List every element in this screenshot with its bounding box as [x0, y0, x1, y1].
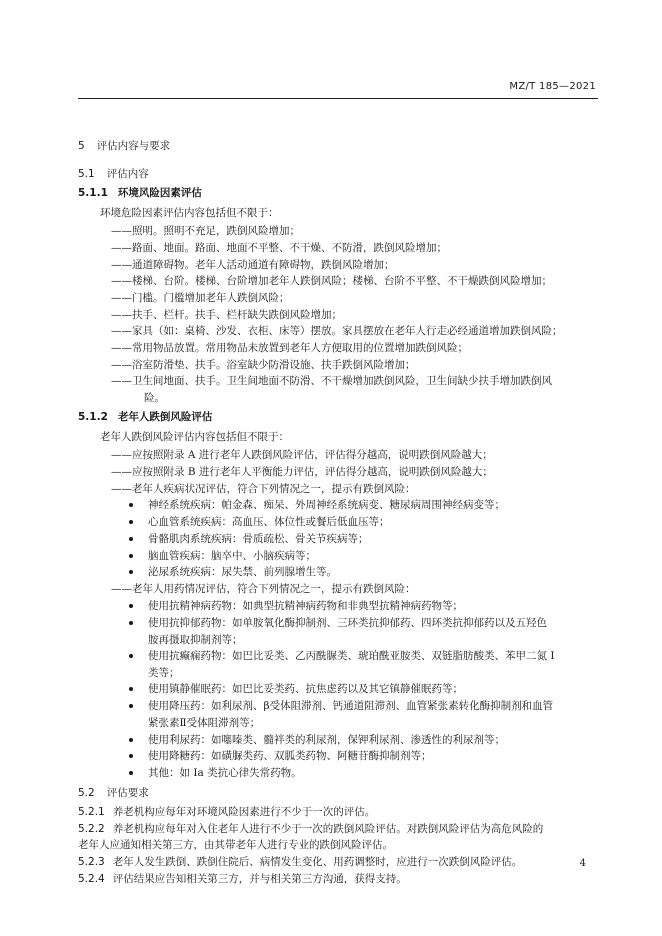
- section-5-1-2-heading: [78, 409, 212, 424]
- drug-bullet: 使用降糖药：如磺脲类药、双胍类药物、阿糖苷酶抑制剂等；: [148, 750, 432, 762]
- drug-bullet: 使用抗精神病药物：如典型抗精神病药物和非典型抗精神病药物等；: [148, 600, 463, 612]
- clause-number: 5.2.1: [78, 806, 105, 818]
- section-number: 5.2: [78, 787, 95, 799]
- standard-code: MZ/T 185—2021: [509, 81, 596, 92]
- drug-bullet-continuation: 紧张素Ⅱ受体阻滞剂等；: [148, 717, 261, 729]
- section-number: 5.1.2: [78, 411, 108, 423]
- env-item-continuation: 险。: [144, 392, 165, 404]
- bullet-icon: [129, 554, 133, 558]
- drug-bullet: 使用降压药：如利尿剂、β受体阻滞剂、钙通道阻滞剂、血管紧张素转化酶抑制剂和血管: [148, 700, 554, 712]
- bullet-icon: [129, 520, 133, 524]
- clause-number: 5.2.2: [78, 823, 105, 835]
- drug-bullet: 使用利尿药：如噻嗪类、髓袢类的利尿剂，保钾利尿剂、渗透性的利尿剂等；: [148, 734, 505, 746]
- bullet-icon: [129, 704, 133, 708]
- fall-item: ——老年人用药情况评估，符合下列情况之一，提示有跌倒风险：: [111, 583, 416, 595]
- page-number: 4: [579, 858, 586, 869]
- bullet-icon: [129, 771, 133, 775]
- section-5-1-1-heading: [78, 185, 202, 200]
- requirement-5-2-3: [78, 854, 522, 869]
- drug-bullet: 使用抗抑郁药物：如单胺氧化酶抑制剂、三环类抗抑郁药、四环类抗抑郁药以及五羟色: [148, 617, 547, 629]
- requirement-5-2-2-continuation: 老年人应通知相关第三方，由其带老年人进行专业的跌倒风险评估。: [78, 839, 393, 851]
- env-item: ——浴室防滑垫、扶手。浴室缺少防滑设施、扶手跌倒风险增加；: [111, 359, 416, 371]
- clause-number: 5.2.4: [78, 873, 105, 885]
- env-item: ——门槛。门槛增加老年人跌倒风险；: [111, 292, 290, 304]
- env-item: ——扶手、栏杆。扶手、栏杆缺失跌倒风险增加；: [111, 309, 342, 321]
- clause-text: 评估结果应告知相关第三方，并与相关第三方沟通，获得支持。: [112, 873, 407, 885]
- section-5-heading: [78, 138, 170, 153]
- env-item: ——卫生间地面、扶手。卫生间地面不防滑、不干燥增加跌倒风险，卫生间缺少扶手增加跌倒风: [111, 375, 552, 387]
- requirement-5-2-2: [78, 821, 543, 836]
- env-item: ——照明。照明不充足，跌倒风险增加；: [111, 225, 300, 237]
- fall-item: ——应按照附录 B 进行老年人平衡能力评估，评估得分越高，说明跌倒风险越大；: [111, 466, 493, 478]
- bullet-icon: [129, 654, 133, 658]
- bullet-icon: [129, 570, 133, 574]
- fall-item: ——应按照附录 A 进行老年人跌倒风险评估，评估得分越高，说明跌倒风险越大；: [111, 449, 493, 461]
- bullet-icon: [129, 537, 133, 541]
- env-intro: 环境危险因素评估内容包括但不限于：: [100, 207, 279, 219]
- drug-bullet-continuation: 类等；: [148, 667, 180, 679]
- bullet-icon: [129, 604, 133, 608]
- section-title: 环境风险因素评估: [117, 187, 202, 199]
- section-title: 评估内容: [106, 168, 149, 180]
- env-item: ——楼梯、台阶。楼梯、台阶增加老年人跌倒风险；楼梯、台阶不平整、不干燥跌倒风险增加；: [111, 275, 552, 287]
- section-number: 5.1: [78, 168, 95, 180]
- disease-bullet: 心血管系统疾病：高血压、体位性或餐后低血压等；: [148, 516, 390, 528]
- section-title: 评估要求: [106, 787, 149, 799]
- section-number: 5.1.1: [78, 187, 108, 199]
- disease-bullet: 泌尿系统疾病：尿失禁、前列腺增生等。: [148, 566, 337, 578]
- bullet-icon: [129, 687, 133, 691]
- disease-bullet: 神经系统疾病：帕金森、痴呆、外周神经系统病变、糖尿病周围神经病变等；: [148, 499, 505, 511]
- bullet-icon: [129, 503, 133, 507]
- section-title: 评估内容与要求: [96, 140, 171, 152]
- env-item: ——通道障碍物。老年人活动通道有障碍物，跌倒风险增加；: [111, 259, 395, 271]
- clause-text: 老年人发生跌倒、跌倒住院后、病情发生变化、用药调整时，应进行一次跌倒风险评估。: [112, 856, 523, 868]
- drug-bullet: 使用镇静催眠药：如巴比妥类药、抗焦虑药以及其它镇静催眠药等；: [148, 683, 463, 695]
- env-item: ——路面、地面。路面、地面不平整、不干燥、不防滑，跌倒风险增加；: [111, 242, 447, 254]
- clause-number: 5.2.3: [78, 856, 105, 868]
- bullet-icon: [129, 738, 133, 742]
- section-5-2-heading: [78, 785, 149, 800]
- fall-item: ——老年人疾病状况评估，符合下列情况之一，提示有跌倒风险：: [111, 483, 416, 495]
- env-item: ——家具（如：桌椅、沙发、衣柜、床等）摆放。家具摆放在老年人行走必经通道增加跌倒风险；: [111, 325, 563, 337]
- clause-text: 养老机构应每年对入住老年人进行不少于一次的跌倒风险评估。对跌倒风险评估为高危风险的: [112, 823, 544, 835]
- disease-bullet: 骨骼肌肉系统疾病：骨质疏松、骨关节疾病等；: [148, 533, 369, 545]
- requirement-5-2-1: [78, 804, 375, 819]
- fall-intro: 老年人跌倒风险评估内容包括但不限于：: [100, 431, 289, 443]
- env-item: ——常用物品放置。常用物品未放置到老年人方便取用的位置增加跌倒风险；: [111, 342, 468, 354]
- section-number: 5: [78, 140, 85, 152]
- bullet-icon: [129, 621, 133, 625]
- requirement-5-2-4: [78, 871, 407, 886]
- clause-text: 养老机构应每年对环境风险因素进行不少于一次的评估。: [112, 806, 376, 818]
- bullet-icon: [129, 754, 133, 758]
- header-rule: [78, 98, 598, 99]
- drug-bullet: 其他：如 Ia 类抗心律失常药物。: [148, 767, 302, 779]
- disease-bullet: 脑血管疾病：脑卒中、小脑疾病等；: [148, 550, 316, 562]
- section-5-1-heading: [78, 166, 149, 181]
- drug-bullet-continuation: 胺再摄取抑制剂等；: [148, 634, 243, 646]
- drug-bullet: 使用抗癫痫药物：如巴比妥类、乙丙酰脲类、琥珀酰亚胺类、双链脂肪酸类、苯甲二氮 Ⅰ: [148, 650, 555, 662]
- section-title: 老年人跌倒风险评估: [117, 411, 213, 423]
